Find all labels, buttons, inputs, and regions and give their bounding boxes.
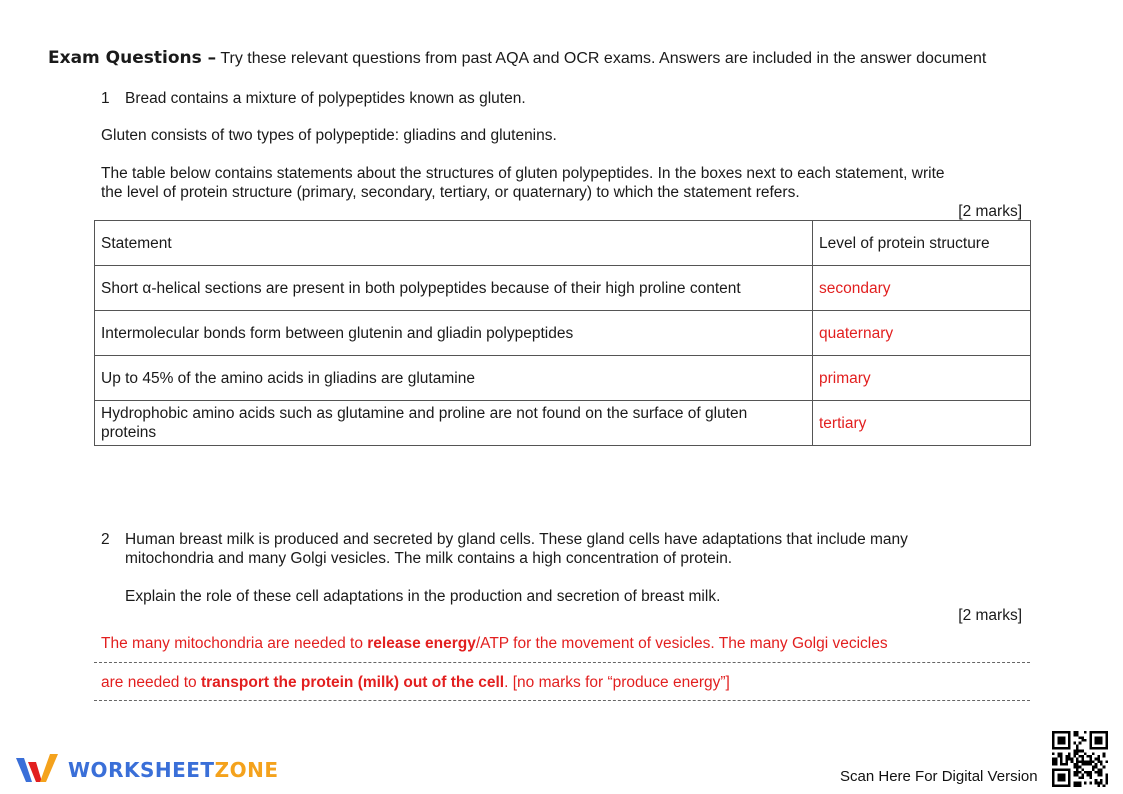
q2-answer-line1[interactable]: [101, 634, 888, 653]
answer-text: /ATP for the movement of vesicles. The many Golgi vecicles: [475, 635, 888, 652]
q2-line2: mitochondria and many Golgi vesicles. The milk contains a high concentration of protein.: [125, 550, 733, 567]
answer-cell[interactable]: secondary: [813, 266, 1031, 311]
statement-cell: Intermolecular bonds form between glutenin and gliadin polypeptides: [95, 311, 813, 356]
q1-para2-line1: The table below contains statements about the structures of gluten polypeptides. In the boxes next to each statement, write: [101, 165, 945, 182]
answer-text: are needed to: [101, 674, 201, 691]
q1-number: 1: [101, 90, 110, 107]
answer-text: The many mitochondria are needed to: [101, 635, 368, 652]
table-row: [95, 356, 1031, 401]
q2-answer-line2[interactable]: [101, 673, 730, 692]
q1-para1: Gluten consists of two types of polypeptide: gliadins and glutenins.: [101, 127, 557, 144]
answer-cell[interactable]: primary: [813, 356, 1031, 401]
structure-table: [94, 220, 1031, 446]
header-level: Level of protein structure: [813, 221, 1031, 266]
logo-mark-icon: [14, 752, 62, 788]
logo-text-zone: ZONE: [214, 758, 279, 782]
answer-dotted-line: [94, 700, 1030, 701]
q2-line1: Human breast milk is produced and secreted by gland cells. These gland cells have adaptations that include many: [125, 531, 908, 548]
q1-para2-line2: the level of protein structure (primary, secondary, tertiary, or quaternary) to which the statement refers.: [101, 184, 800, 201]
answer-dotted-line: [94, 662, 1030, 663]
logo-text-worksheet: WORKSHEET: [68, 758, 215, 782]
answer-cell[interactable]: quaternary: [813, 311, 1031, 356]
qr-code-icon[interactable]: [1052, 731, 1108, 787]
statement-cell: Up to 45% of the amino acids in gliadins are glutamine: [95, 356, 813, 401]
q2-marks: [2 marks]: [958, 607, 1022, 624]
answer-cell[interactable]: tertiary: [813, 401, 1031, 446]
table-row: [95, 311, 1031, 356]
worksheetzone-logo[interactable]: [14, 752, 278, 788]
table-header-row: [95, 221, 1031, 266]
answer-text: . [no marks for “produce energy”]: [504, 674, 730, 691]
answer-keyword: release energy: [367, 635, 476, 652]
q1-marks: [2 marks]: [958, 203, 1022, 220]
header-statement: Statement: [95, 221, 813, 266]
heading-rest: Try these relevant questions from past AQA and OCR exams. Answers are included in the answer document: [216, 50, 987, 67]
page-heading: [48, 48, 986, 68]
answer-keyword: transport the protein (milk) out of the cell: [200, 674, 505, 691]
table-row: [95, 401, 1031, 446]
q1-intro: Bread contains a mixture of polypeptides known as gluten.: [125, 90, 526, 107]
scan-text: Scan Here For Digital Version: [840, 768, 1038, 785]
q2-prompt: Explain the role of these cell adaptations in the production and secretion of breast milk.: [125, 588, 721, 605]
statement-cell: Short α-helical sections are present in both polypeptides because of their high proline content: [95, 266, 813, 311]
q2-number: 2: [101, 531, 110, 548]
heading-bold: Exam Questions –: [48, 48, 217, 68]
table-row: [95, 266, 1031, 311]
statement-cell: Hydrophobic amino acids such as glutamine and proline are not found on the surface of gluten proteins: [95, 401, 813, 446]
